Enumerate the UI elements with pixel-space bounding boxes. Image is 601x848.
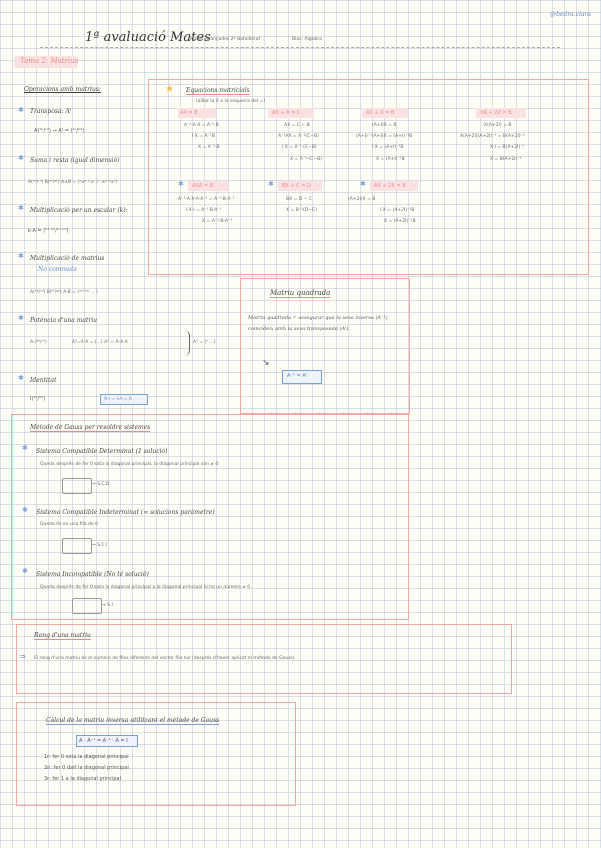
eq-col-line: I·X = A⁻¹B (192, 134, 215, 139)
bullet-icon: ✱ (22, 506, 28, 514)
eq-col-line: AX = C − B (284, 123, 310, 128)
eq-col-line: X = B(A+2I)⁻¹ (490, 157, 522, 162)
arrow-icon: ↘ (262, 358, 270, 368)
bullet-icon: ✱ (268, 180, 274, 188)
suma-label: Suma i resta (igual dimensió) (30, 157, 120, 164)
brand-handle: @bedra.clara (550, 11, 591, 18)
eq-col-line: X = (A+2I)⁻¹B (384, 219, 416, 224)
eq-col-line: X = A⁻¹·(C−B) (290, 157, 322, 162)
title-underline (40, 47, 560, 48)
transposa-label: Transposa: Aᵗ (30, 108, 72, 115)
bullet-icon: ✱ (18, 204, 24, 212)
quadrada-text: Matriu quadrada = assegurar que la seva inversa (A⁻¹) coincideix amb la seva transposada (Aᵗ). (248, 315, 388, 332)
eq-col-line: I·X = A⁻¹·(C−B) (282, 145, 317, 150)
potencia-label: Potència d'una matriu (30, 317, 98, 324)
potencia-formula2: A²=A·A = (...) A³ = A·A·A (72, 340, 128, 345)
transposa-formula: A(ᵃᵇ/ᶜᵈ) ⇒ Aᵗ = (ᵃᶜ/ᵇᵈ) (34, 128, 85, 134)
bullet-icon: ✱ (22, 567, 28, 575)
gauss-item-desc: Queda després de fer 0 sota la diagonal principal a la diagonal principal hi ha un número ≠ 0 (40, 585, 251, 590)
bullet-icon: ✱ (360, 180, 366, 188)
escalar-label: Multiplicació per un escalar (k): (30, 207, 128, 214)
eq-col-head: BX + C = D (282, 183, 311, 189)
mult-label: Multiplicació de matrius (30, 255, 105, 262)
eq-col-head: AX + B = C (272, 110, 301, 116)
inversa-step: 3r: fer 1 a la diagonal principal (44, 776, 121, 782)
eq-col-line: I·X = (A+I)⁻¹B (372, 145, 404, 150)
gauss-item-desc: Queda 0s en una fila de 0 (40, 522, 98, 527)
rang-title: Rang d'una matriu (34, 632, 91, 639)
identitat-label: Identitat (30, 377, 57, 384)
equacions-title: Equacions matricials (186, 87, 250, 94)
quadrada-box (240, 278, 410, 414)
inversa-formula: A · A⁻¹ = A⁻¹ · A = I (79, 738, 128, 744)
eq-col-line: X = (A+I)⁻¹B (376, 157, 405, 162)
gauss-item-desc: Queda després de fer 0 sota la diagonal principal, la diagonal principal són ≠ 0 (40, 462, 219, 467)
quadrada-result: A⁻¹ = Aᵗ (287, 373, 308, 379)
eq-col-line: I·X = (A+2I)⁻¹B (380, 208, 415, 213)
matrix-icon (72, 598, 102, 614)
eq-col-line: X(A+2I)(A+2I)⁻¹ = B(A+2I)⁻¹ (460, 134, 525, 139)
escalar-formula: k·A = (ᵏᵃ ᵏᵇ/ᵏᶜ ᵏᵈ) (28, 228, 69, 234)
gauss-item-label: Sistema Incompatible (No té solució) (36, 571, 149, 578)
page-title: 1ª avaluació Mates (85, 30, 211, 45)
subtitle-block: Bloc: Àlgebra (292, 37, 322, 42)
inversa-step: 2n: fer 0 dalt la diagonal principal (44, 765, 129, 771)
eq-col-line: A⁻¹·A·X·A·A⁻¹ = A⁻¹·B·A⁻¹ (178, 197, 235, 202)
inversa-title: Càlcul de la matriu inversa utilitzant el mètode de Gauss (46, 717, 220, 724)
gauss-item-tag: ⇒ S.C.D (92, 482, 110, 487)
eq-col-head: AX + 2X = B (374, 183, 406, 189)
potencia-formula1: A·(ᵃᵇ/ᶜᵈ) (30, 340, 47, 345)
eq-col-head: XA + 2X = B (480, 110, 512, 116)
bullet-icon: ✱ (18, 252, 24, 260)
eq-col-line: (A+I)X = B (372, 123, 397, 128)
gauss-item-tag: ⇒ S.C.I (92, 543, 108, 548)
eq-col-head: AX = B (180, 110, 198, 116)
identitat-box-text: A·I = I·A = A (104, 397, 133, 402)
potencia-brace (183, 330, 190, 356)
arrow-right-icon: ⇒ (19, 652, 26, 661)
gauss-item-label: Sistema Compatible Determinat (1 solució) (36, 448, 168, 455)
eq-col-line: (A+2I)X = B (348, 197, 376, 202)
eq-col-line: A⁻¹AX = A⁻¹(C−B) (278, 134, 319, 139)
eq-col-line: X(A+2I) = B (484, 123, 512, 128)
eq-col-line: BX = D − C (286, 197, 313, 202)
mult-note: No commuta (38, 266, 77, 273)
bullet-icon: ✱ (18, 154, 24, 162)
quadrada-title: Matriu quadrada (270, 289, 331, 297)
eq-col-line: X·I = B(A+2I)⁻¹ (490, 145, 525, 150)
eq-col-line: X = A⁻¹·B·A⁻¹ (202, 219, 233, 224)
bullet-icon: ✱ (18, 106, 24, 114)
suma-formula: A(ᵃᵇ/ᶜᵈ) B(ᵉᶠ/ᵍʰ) A±B = (ᵃ±ᵉ ᵇ±ᶠ / ᶜ±ᵍ ᵈ±ʰ) (28, 180, 118, 185)
bullet-icon: ✱ (18, 374, 24, 382)
matrix-icon (62, 538, 92, 554)
eq-col-line: (A+I)⁻¹(A+I)X = (A+I)⁻¹B (356, 134, 413, 139)
eq-col-head: AXA = B (192, 183, 214, 189)
tema-label: Tema 2: Matrius (20, 57, 79, 65)
eq-col-line: X = B⁻¹(D−C) (286, 208, 317, 213)
eq-col-line: I·X·I = A⁻¹·B·A⁻¹ (186, 208, 222, 213)
eq-col-head: AX + X = B (366, 110, 395, 116)
operacions-heading: Operacions amb matrius: (24, 86, 101, 93)
gauss-item-tag: ⇒ S.I (102, 603, 113, 608)
subtitle-course: Mates Avançades 2º Batxillerat (190, 37, 261, 42)
matrix-icon (62, 478, 92, 494)
bullet-icon: ✱ (178, 180, 184, 188)
rang-text: El rang d'una matriu és el número de files diferents del vector fila nul (després d'haver aplicat el mètode de Gauss) (34, 656, 295, 661)
eq-col-line: X = A⁻¹·B (198, 145, 220, 150)
eq-col-line: A⁻¹·A·X = A⁻¹·B (184, 123, 219, 128)
potencia-result: Aⁿ = (ⁿ ...) (193, 340, 216, 345)
gauss-title: Mètode de Gauss per resoldre sistemes (30, 424, 151, 431)
inversa-step: 1r: fer 0 sota la diagonal principal (44, 754, 129, 760)
star-icon: ★ (165, 84, 174, 95)
gauss-item-label: Sistema Compatible Indeterminat (∞ solucions paràmetre) (36, 509, 215, 516)
equacions-subtitle: (aïllar la X a la esquerra del =) (196, 99, 266, 104)
identitat-formula: I(¹⁰/⁰¹) (30, 396, 46, 402)
bullet-icon: ✱ (18, 314, 24, 322)
bullet-icon: ✱ (22, 444, 28, 452)
mult-formula: A(ᵃᵇ/ᶜᵈ) B(ᵉᶠ/ᵍʰ) A·B = (ᵃᵉ⁺ᵇᵍ ... ) (30, 290, 98, 295)
